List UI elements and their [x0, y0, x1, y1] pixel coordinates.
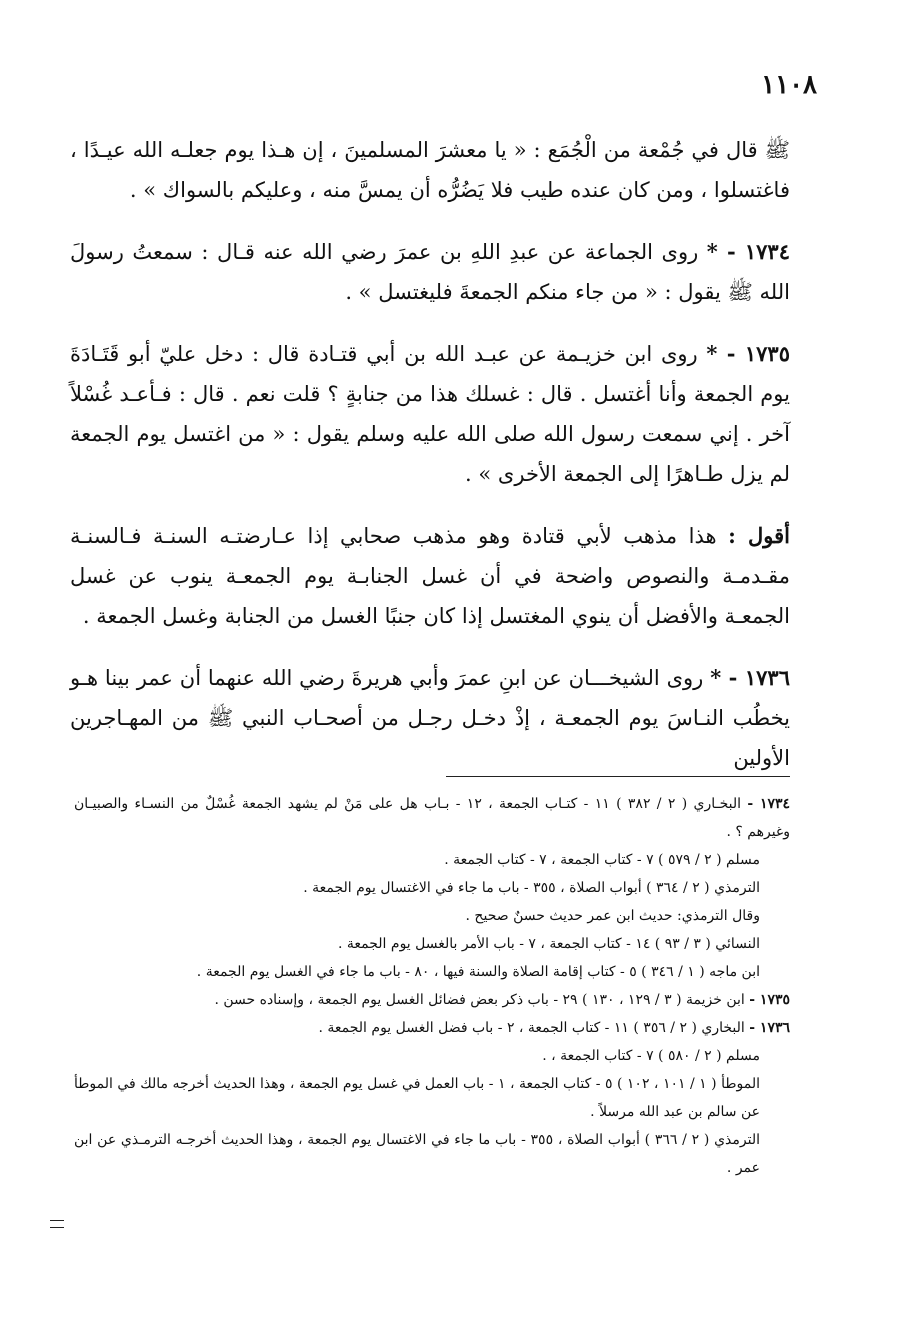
footnote-text: ابن خزيمة ( ٣ / ١٢٩ ، ١٣٠ ) ٢٩ - باب ذكر بعض فضائل الغسل يوم الجمعة ، وإسناده حسن . [214, 992, 745, 1008]
footnote [74, 790, 790, 846]
main-text [70, 130, 790, 800]
footnote-text: الترمذي ( ٢ / ٣٦٤ ) أبواب الصلاة ، ٣٥٥ - باب ما جاء في الاغتسال يوم الجمعة . [303, 880, 760, 896]
footnote-divider [446, 776, 790, 777]
footnote [74, 1126, 790, 1182]
footnote-number: ١٧٣٤ - [747, 796, 791, 812]
paragraph-hadith-1735 [70, 334, 790, 494]
footnote [74, 958, 790, 986]
footnote-text: مسلم ( ٢ / ٥٧٩ ) ٧ - كتاب الجمعة ، ٧ - كتاب الجمعة . [444, 852, 760, 868]
footnote-number: ١٧٣٥ - [749, 992, 790, 1008]
footnote-text: ابن ماجه ( ١ / ٣٤٦ ) ٥ - كتاب إقامة الصلاة والسنة فيها ، ٨٠ - باب ما جاء في الغسل يوم الجمعة . [196, 964, 760, 980]
footnote [74, 1014, 790, 1042]
continuation-mark [50, 1220, 64, 1228]
footnote [74, 1042, 790, 1070]
paragraph-text: روى ابن خزيـمة عن عبـد الله بن أبي قتـادة قال : دخل عليّ أبو قَتَـادَةَ يوم الجمعة وأنا أغتسل . قال : غسلك هذا من جنابةٍ ؟ قلت نعم . قال : فـأعـد غُسْلاً آخر . إني سمعت رسول الله صلى الله عليه وسلم يقول : « من اغتسل يوم الجمعة لم يزل طـاهرًا إلى الجمعة الأخرى » . [70, 342, 790, 486]
footnote [74, 930, 790, 958]
footnote [74, 874, 790, 902]
paragraph-text: هذا مذهب لأبي قتادة وهو مذهب صحابي إذا عـارضتـه السنـة فـالسنـة مقـدمـة والنصوص واضحة في أن غسل الجنابـة يوم الجمعـة ينوب عن غسل الجمعـة والأفضل أن ينوي المغتسل إذا كان جنبًا الغسل من الجنابة وغسل الجمعة . [70, 524, 790, 628]
footnote-text: النسائي ( ٣ / ٩٣ ) ١٤ - كتاب الجمعة ، ٧ - باب الأمر بالغسل يوم الجمعة . [338, 936, 760, 952]
hadith-number: ١٧٣٤ - * [706, 239, 790, 264]
page-number: ١١٠٨ [761, 70, 817, 100]
hadith-number: ١٧٣٥ - * [706, 341, 790, 366]
footnote-text: الموطأ ( ١ / ١٠١ ، ١٠٢ ) ٥ - كتاب الجمعة ، ١ - باب العمل في غسل يوم الجمعة ، وهذا الحديث أخرجه مالك في الموطأ عن سالم بن عبد الله مرسلاً . [74, 1076, 760, 1120]
footnote [74, 986, 790, 1014]
paragraph-text: روى الشيخـــان عن ابنِ عمرَ وأبي هريرةَ رضي الله عنهما أن عمر بينا هـو يخطُب النـاسَ يوم الجمعـة ، إذْ دخـل رجـل من أصحـاب النبي ﷺ من المهـاجرين الأولين [70, 666, 790, 770]
footnote [74, 902, 790, 930]
footnote [74, 1070, 790, 1126]
paragraph-hadith-1734 [70, 232, 790, 312]
footnote-text: الترمذي ( ٢ / ٣٦٦ ) أبواب الصلاة ، ٣٥٥ - باب ما جاء في الاغتسال يوم الجمعة ، وهذا الحديث أخرجـه الترمـذي عن ابن عمر . [74, 1132, 760, 1176]
footnote-text: وقال الترمذي: حديث ابن عمر حديث حسنٌ صحيح . [465, 908, 760, 924]
footnote [74, 846, 790, 874]
paragraph-text: روى الجماعة عن عبدِ اللهِ بن عمرَ رضي الله عنه قـال : سمعتُ رسولَ الله ﷺ يقول : « من جاء منكم الجمعةَ فليغتسل » . [70, 240, 790, 304]
commentary-lead: أقول : [728, 523, 790, 548]
paragraph-text: ﷺ قال في جُمْعة من الْجُمَع : « يا معشرَ المسلمينَ ، إن هـذا يوم جعلـه الله عيـدًا ، فاغتسلوا ، ومن كان عنده طيب فلا يَضُرُّه أن يمسَّ منه ، وعليكم بالسواك » . [70, 138, 790, 202]
footnotes [74, 790, 790, 1182]
paragraph [70, 130, 790, 210]
paragraph-hadith-1736 [70, 658, 790, 778]
footnote-text: مسلم ( ٢ / ٥٨٠ ) ٧ - كتاب الجمعة ، . [542, 1048, 760, 1064]
paragraph-commentary [70, 516, 790, 636]
footnote-text: البخاري ( ٢ / ٣٥٦ ) ١١ - كتاب الجمعة ، ٢ - باب فضل الغسل يوم الجمعة . [318, 1020, 745, 1036]
footnote-text: البخـاري ( ٢ / ٣٨٢ ) ١١ - كتـاب الجمعة ، ١٢ - بـاب هل على مَنْ لم يشهد الجمعة غُسْلٌ من النسـاء والصبيـان وغيرهم ؟ . [74, 796, 790, 840]
footnote-number: ١٧٣٦ - [749, 1020, 790, 1036]
hadith-number: ١٧٣٦ - * [710, 665, 790, 690]
